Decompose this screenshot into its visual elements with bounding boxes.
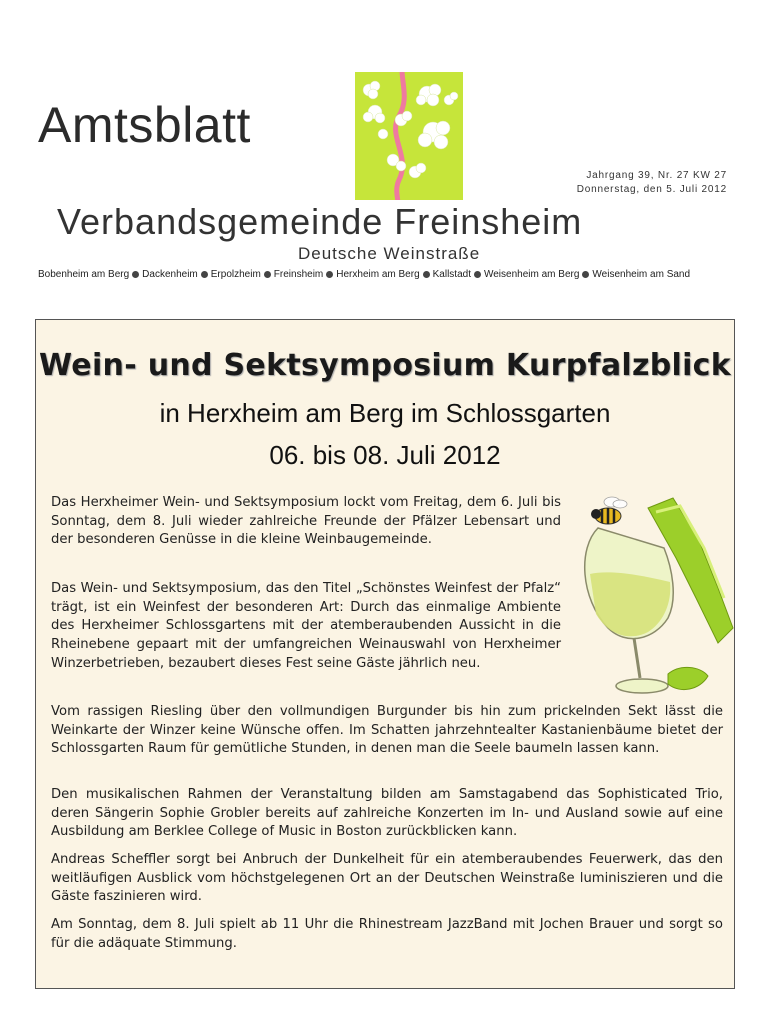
issue-info bbox=[577, 169, 727, 197]
masthead-title: Amtsblatt bbox=[38, 97, 251, 153]
article-paragraph: Das Herxheimer Wein- und Sektsymposium lockt vom Freitag, dem 6. Juli bis Sonntag, dem 8. Juli wieder zahlreiche Freunde der Pfälzer Lebensart und der besonderen Genüsse in die kleine Weinbaugemeinde. bbox=[51, 495, 561, 548]
town-item: Bobenheim am Berg bbox=[38, 269, 130, 280]
bullet-icon bbox=[264, 271, 271, 278]
town-list bbox=[38, 269, 738, 280]
article-paragraph: Andreas Scheffler sorgt bei Anbruch der Dunkelheit für ein atemberaubendes Feuerwerk, das den weitläufigen Ausblick vom höchstgelegenen Ort an der Deutschen Weinstraße luminiszieren und die Gäste faszinieren wird. bbox=[51, 852, 723, 905]
town-item: Erpolzheim bbox=[210, 269, 261, 280]
bullet-icon bbox=[132, 271, 139, 278]
article-paragraph: Das Wein- und Sektsymposium, das den Titel „Schönstes Weinfest der Pfalz“ trägt, ist ein Weinfest der besonderen Art: Durch das einmalige Ambiente des Herxheimer Schlossgartens mit der atemberaubenden Aussicht in die Rheinebene gepaart mit der umfangreichen Weinauswahl von Herxheimer Winzerbetrieben, bezaubert dieses Fest seine Gäste jährlich neu. bbox=[51, 581, 561, 671]
bullet-icon bbox=[423, 271, 430, 278]
publisher-name: Verbandsgemeinde Freinsheim bbox=[57, 201, 583, 242]
article-headline: Wein- und Sektsymposium Kurpfalzblick bbox=[38, 348, 731, 383]
town-item: Freinsheim bbox=[273, 269, 324, 280]
bullet-icon bbox=[582, 271, 589, 278]
issue-number: Jahrgang 39, Nr. 27 KW 27 bbox=[586, 170, 727, 181]
town-item: Weisenheim am Berg bbox=[483, 269, 580, 280]
article-paragraph: Vom rassigen Riesling über den vollmundigen Burgunder bis hin zum prickelnden Sekt lässt die Weinkarte der Winzer keine Wünsche offen. Im Schatten jahrzehntealter Kastanienbäume bietet der Schlossgarten Raum für gemütliche Stunden, in denen man die Seele baumeln lassen kann. bbox=[51, 704, 723, 757]
issue-date: Donnerstag, den 5. Juli 2012 bbox=[576, 184, 727, 195]
article-dates: 06. bis 08. Juli 2012 bbox=[269, 440, 501, 470]
wine-leaf-logo-icon bbox=[355, 72, 463, 200]
bullet-icon bbox=[474, 271, 481, 278]
bullet-icon bbox=[326, 271, 333, 278]
article-paragraph: Den musikalischen Rahmen der Veranstaltung bilden am Samstagabend das Sophisticated Trio, deren Sängerin Sophie Grobler bereits auf zahlreiche Konzerten im In- und Ausland sowie auf eine Ausbildung am Berklee College of Music in Boston zurückblicken kann. bbox=[51, 787, 723, 840]
region-name: Deutsche Weinstraße bbox=[298, 244, 481, 263]
article-paragraph: Am Sonntag, dem 8. Juli spielt ab 11 Uhr die Rhinestream JazzBand mit Jochen Brauer und sorgt so für die adäquate Stimmung. bbox=[51, 917, 723, 951]
town-item: Weisenheim am Sand bbox=[592, 269, 691, 280]
town-item: Herxheim am Berg bbox=[336, 269, 420, 280]
town-item: Kallstadt bbox=[432, 269, 471, 280]
article-subheadline: in Herxheim am Berg im Schlossgarten bbox=[159, 398, 611, 428]
bullet-icon bbox=[201, 271, 208, 278]
town-item: Dackenheim bbox=[142, 269, 198, 280]
wine-glass-bee-illustration-icon bbox=[568, 478, 738, 718]
